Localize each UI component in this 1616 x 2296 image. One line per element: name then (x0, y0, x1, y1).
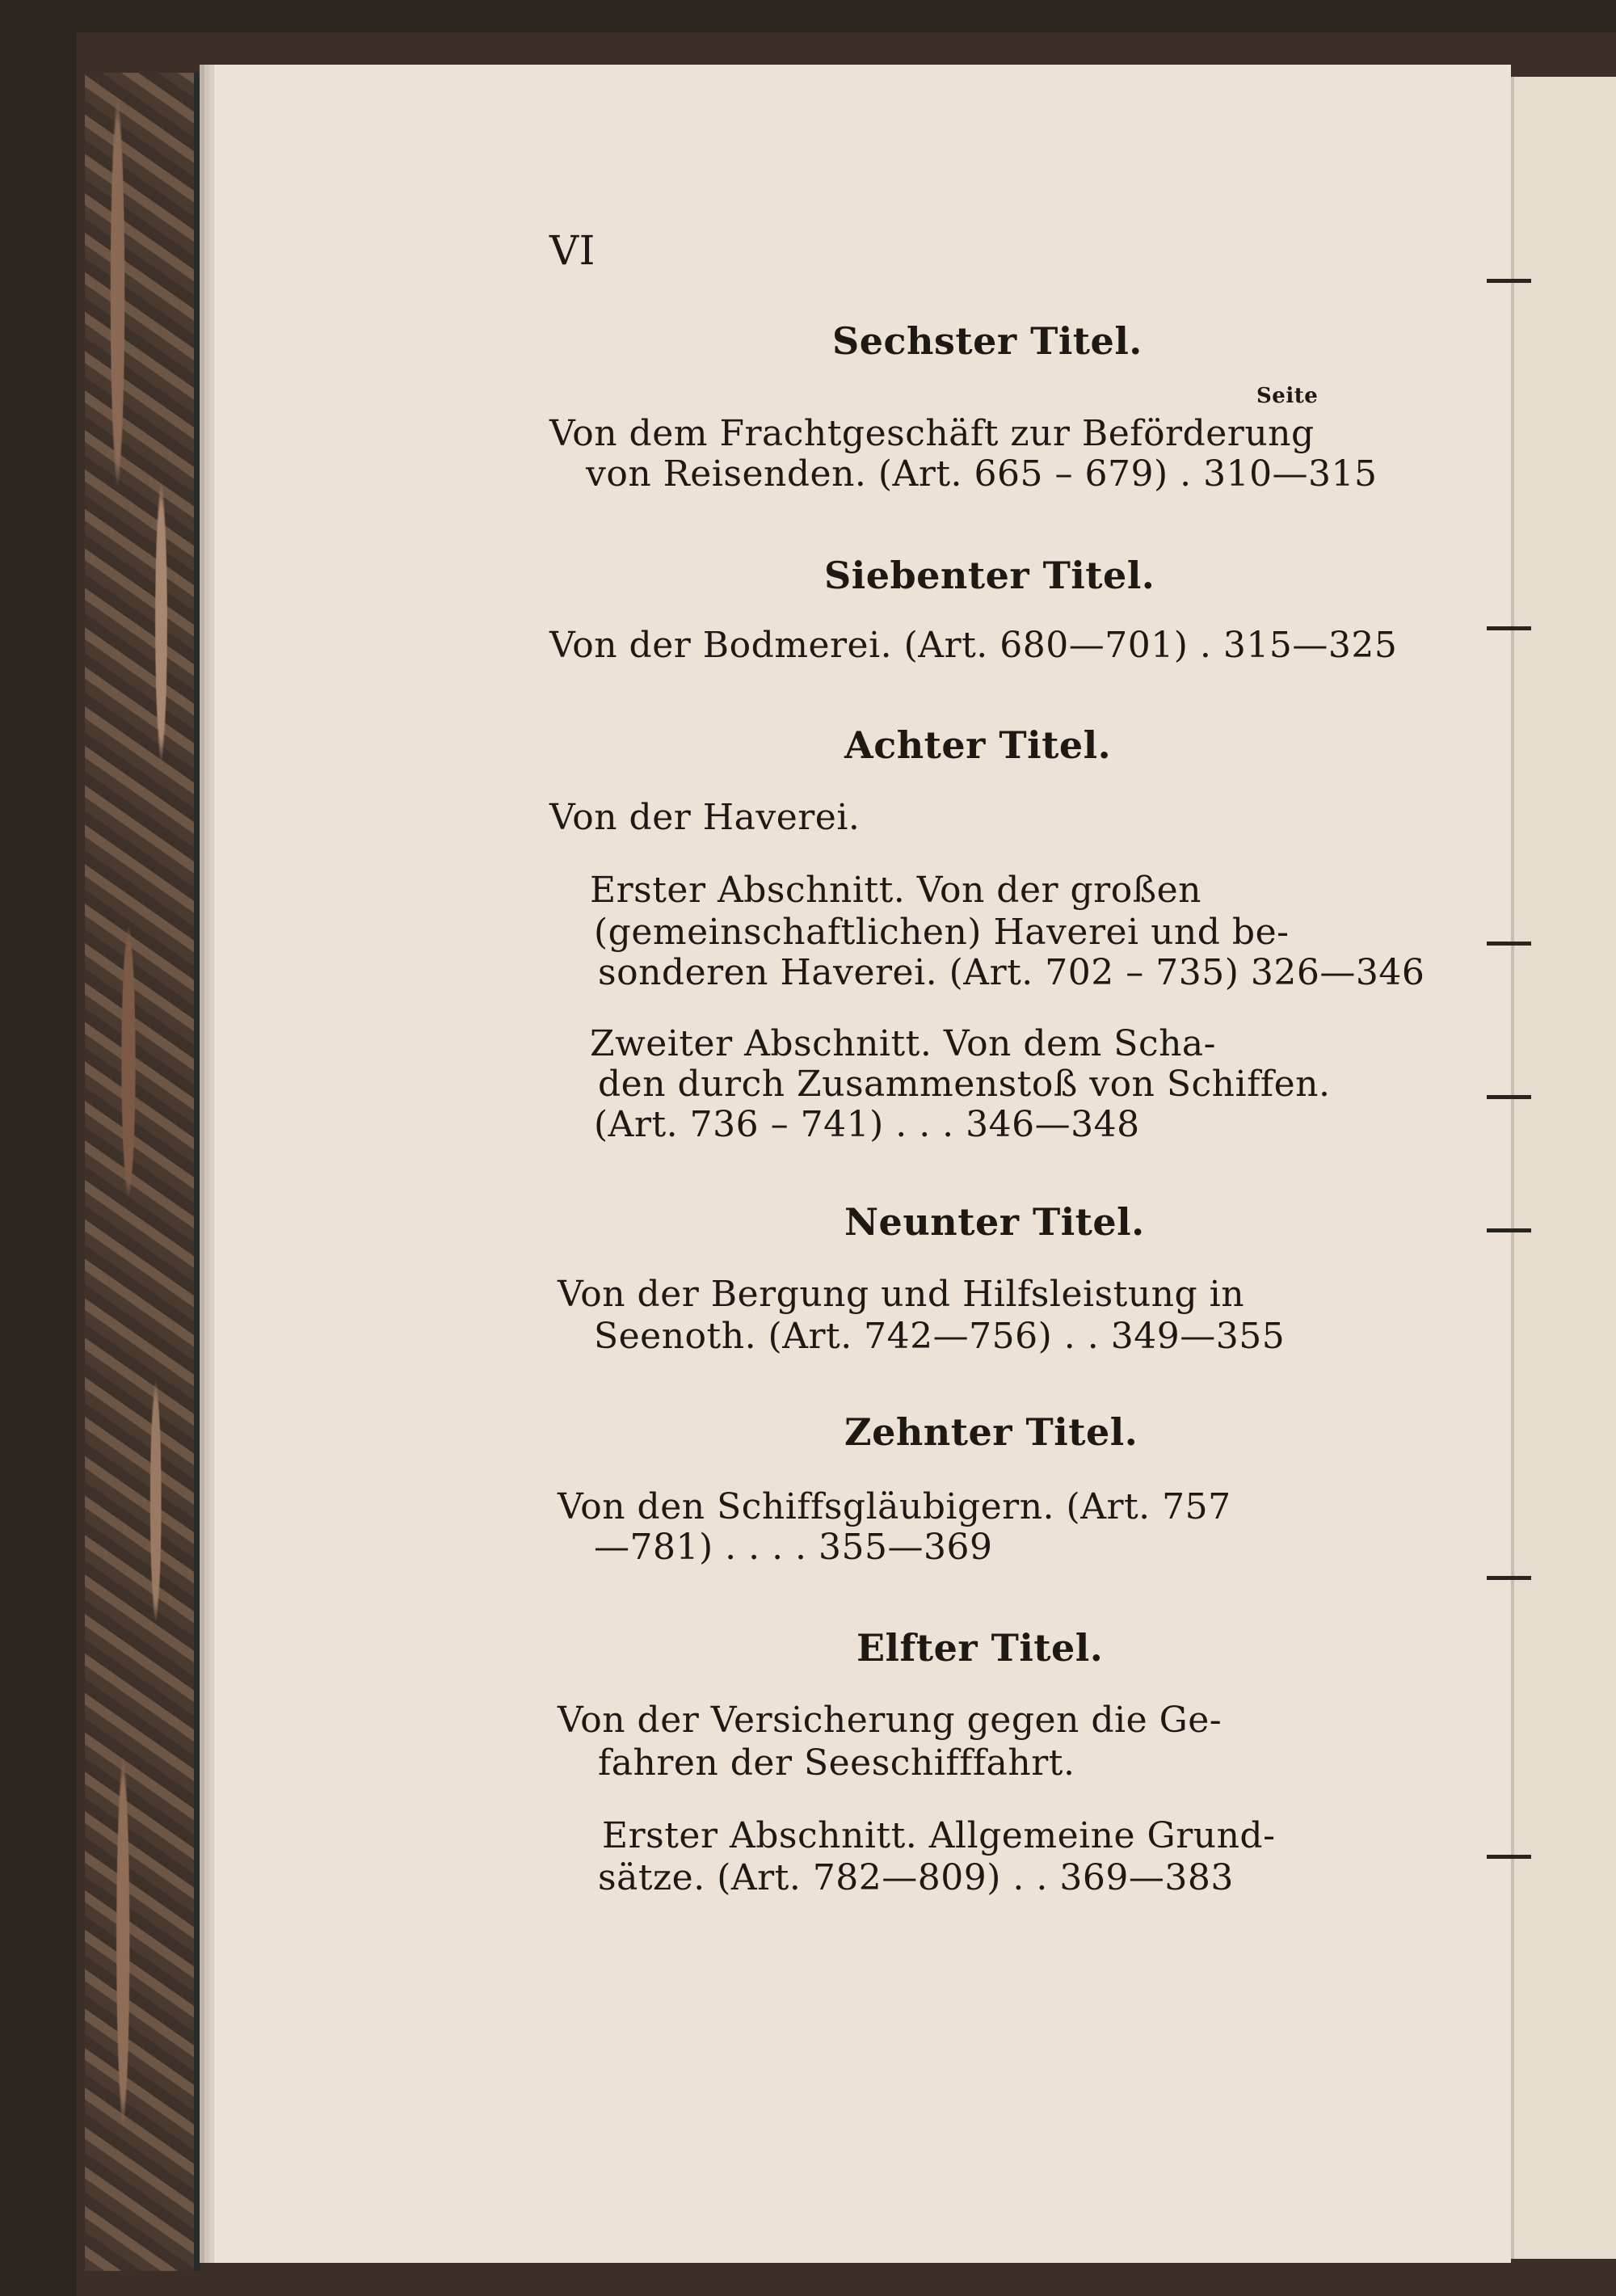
entry-line: Seenoth. (Art. 742—756) . . 349—355 (594, 1316, 1286, 1357)
entry-line: Zweiter Abschnitt. Von dem Scha- (590, 1023, 1217, 1064)
entry-line: Von der Haverei. (549, 797, 861, 838)
entry-line: Von dem Frachtgeschäft zur Beförderung (549, 413, 1315, 454)
section-title: Neunter Titel. (844, 1200, 1145, 1244)
section-title: Zehnter Titel. (844, 1410, 1138, 1454)
entry-line: sätze. (Art. 782—809) . . 369—383 (598, 1857, 1234, 1898)
section-title: Sechster Titel. (832, 319, 1143, 363)
section-title: Elfter Titel. (856, 1626, 1104, 1670)
entry-line: sonderen Haverei. (Art. 702 – 735) 326—346 (598, 952, 1425, 993)
entry-line: Erster Abschnitt. Von der großen (590, 870, 1201, 911)
page-number: VI (549, 227, 595, 274)
entry-line: Von der Versicherung gegen die Ge- (558, 1700, 1223, 1741)
column-header: Seite (1256, 384, 1319, 408)
entry-line: Von den Schiffsgläubigern. (Art. 757 (558, 1486, 1231, 1527)
entry-line: Von der Bodmerei. (Art. 680—701) . 315—325 (549, 625, 1398, 666)
entry-line: (Art. 736 – 741) . . . 346—348 (594, 1104, 1140, 1145)
entry-line: —781) . . . . 355—369 (594, 1527, 993, 1568)
section-title: Siebenter Titel. (824, 554, 1155, 597)
section-title: Achter Titel. (844, 723, 1112, 767)
entry-line: von Reisenden. (Art. 665 – 679) . 310—315 (586, 453, 1378, 495)
entry-line: fahren der Seeschifffahrt. (598, 1742, 1075, 1784)
entry-line: Erster Abschnitt. Allgemeine Grund- (602, 1815, 1276, 1856)
entry-line: (gemeinschaftlichen) Haverei und be- (594, 912, 1290, 953)
entry-line: Von der Bergung und Hilfsleistung in (558, 1274, 1245, 1315)
entry-line: den durch Zusammenstoß von Schiffen. (598, 1064, 1331, 1105)
